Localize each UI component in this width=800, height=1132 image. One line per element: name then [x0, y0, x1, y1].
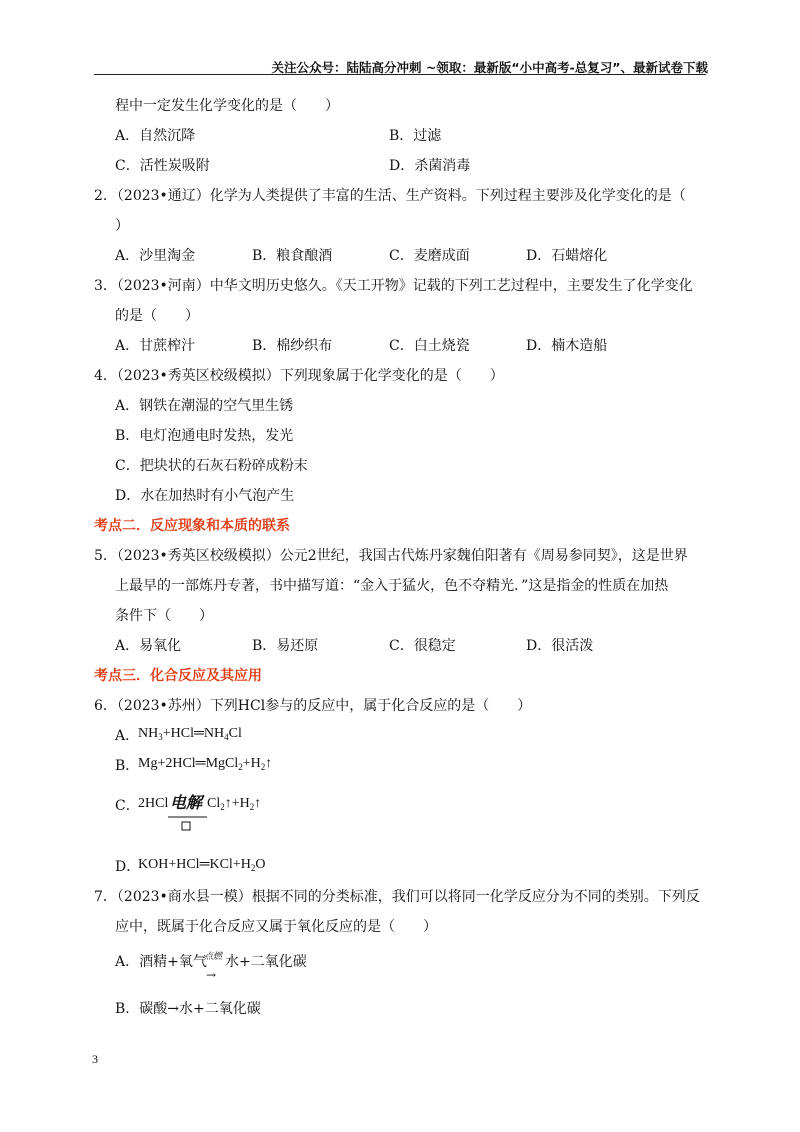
q6-option-d-equation: $KOH+HCl═KCl+H_2O$	[138, 857, 266, 873]
page-number: 3	[92, 1052, 98, 1066]
q1-option-c: C．活性炭吸附	[115, 158, 210, 174]
q5-option-a: A．易氧化	[115, 638, 182, 654]
q4-option-c: C．把块状的石灰石粉碎成粉末	[115, 458, 308, 474]
q3-option-b: B．棉纱织布	[252, 338, 333, 354]
q6-option-b-equation: $Mg+2HCl═MgCl_2+H_2↑$	[138, 756, 273, 772]
q1-option-a: A．自然沉降	[115, 128, 196, 144]
q5-stem-line3: 条件下（ ）	[115, 608, 213, 624]
q5-stem-line2: 上最早的一部炼丹专著，书中描写道：“金入于猛火，色不夺精光．”这是指金的性质在加热	[115, 578, 669, 594]
q4-option-a: A．钢铁在潮湿的空气里生锈	[115, 398, 294, 414]
q4-option-d: D．水在加热时有小气泡产生	[115, 488, 295, 504]
q1-option-d: D．杀菌消毒	[389, 158, 471, 174]
q1-option-b: B．过滤	[389, 128, 442, 144]
q3-option-d: D．楠木造船	[526, 338, 608, 354]
q6-option-c-lhs: 2HCl	[138, 796, 169, 811]
q7-stem-line2: 应中，既属于化合反应又属于氧化反应的是（ ）	[115, 919, 437, 935]
q4-stem: 4．（2023•秀英区校级模拟）下列现象属于化学变化的是（ ）	[94, 368, 504, 384]
q7-option-a-left: A．酒精+氧气	[115, 954, 207, 970]
q5-stem-line1: 5．（2023•秀英区校级模拟）公元2世纪，我国古代炼丹家魏伯阳著有《周易参同契》，这是世界	[94, 548, 688, 564]
q3-stem-line1: 3．（2023•河南）中华文明历史悠久。《天工开物》记载的下列工艺过程中，主要发生了化学变化	[94, 278, 693, 294]
q4-option-b: B．电灯泡通电时发热，发光	[115, 428, 294, 444]
q7-option-a-condition: 点燃	[204, 952, 223, 962]
q6-option-c-condition: 电解	[170, 793, 203, 812]
q6-option-b-label: B．	[115, 758, 140, 774]
q2-option-a: A．沙里淘金	[115, 248, 196, 264]
q6-option-a-label: A．	[115, 728, 140, 744]
page-header: 关注公众号：陆陆高分冲刺 ~领取：最新版“小中高考-总复习”、最新试卷下载	[271, 60, 708, 75]
q2-option-b: B．粮食酿酒	[252, 248, 333, 264]
q7-stem-line1: 7．（2023•商水县一模）根据不同的分类标准，我们可以将同一化学反应分为不同的类别。下列反	[94, 889, 700, 905]
q3-stem-line2: 的是（ ）	[115, 308, 199, 324]
header-rule	[94, 74, 706, 75]
q7-option-a-arrow: →	[206, 968, 217, 982]
section-heading-3: 考点三．化合反应及其应用	[94, 668, 262, 684]
q6-option-d-label: D．	[115, 859, 141, 875]
q2-stem-line2: ）	[115, 218, 129, 234]
q5-option-c: C．很稳定	[389, 638, 456, 654]
q6-option-a-equation: $NH_3+HCl═NH_4Cl$	[138, 726, 242, 742]
q5-option-d: D．很活泼	[526, 638, 594, 654]
q7-option-b: B．碳酸→水+二氧化碳	[115, 1001, 261, 1017]
q2-option-c: C．麦磨成面	[389, 248, 470, 264]
q6-option-c-rhs: $Cl_2↑+H_2↑$	[207, 796, 262, 812]
q3-option-c: C．白土烧瓷	[389, 338, 470, 354]
q6-stem: 6．（2023•苏州）下列HCl参与的反应中，属于化合反应的是（ ）	[94, 698, 532, 714]
q2-option-d: D．石蜡熔化	[526, 248, 608, 264]
q2-stem-line1: 2．（2023•通辽）化学为人类提供了丰富的生活、生产资料。下列过程主要涉及化学变化的是（	[94, 188, 686, 204]
q3-option-a: A．甘蔗榨汁	[115, 338, 196, 354]
q5-option-b: B．易还原	[252, 638, 319, 654]
q6-option-c-label: C．	[115, 798, 140, 814]
section-heading-2: 考点二．反应现象和本质的联系	[94, 518, 290, 534]
q1-stem: 程中一定发生化学变化的是（ ）	[115, 98, 339, 114]
q7-option-a-right: 水+二氧化碳	[225, 954, 307, 970]
